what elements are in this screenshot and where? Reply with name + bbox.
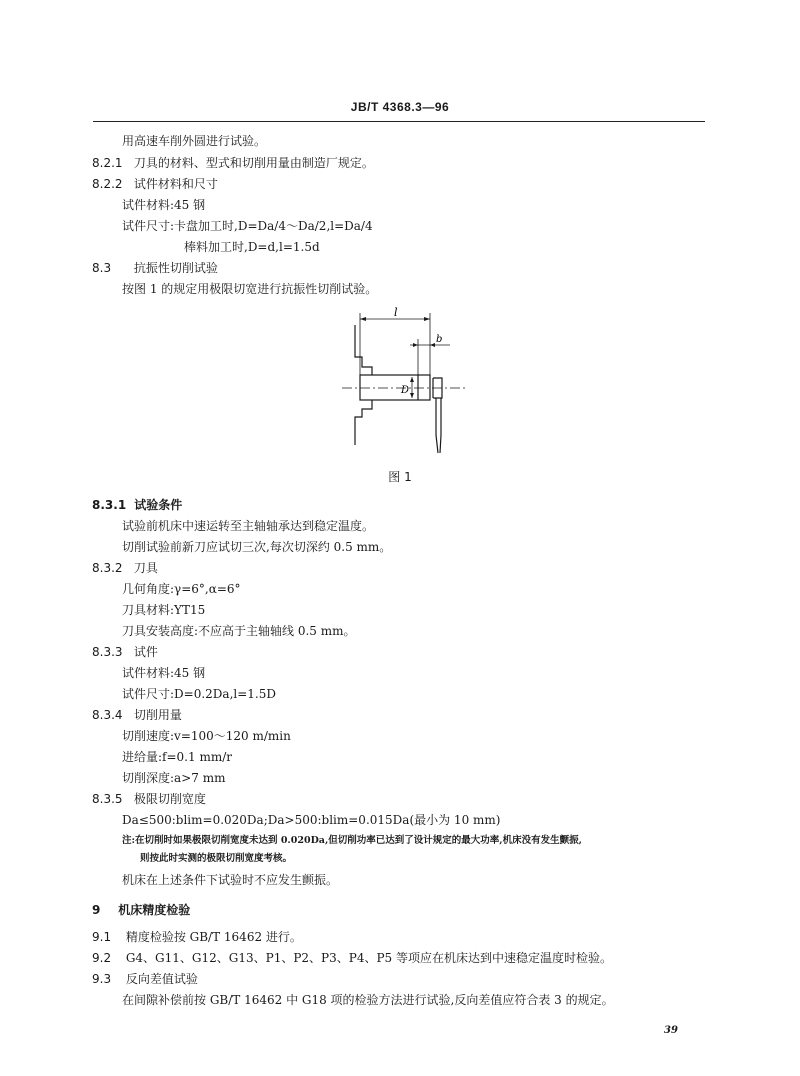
section-number: 8.3 [92,261,112,275]
section-text: 切削用量 [133,708,182,722]
section-number: 8.2.1 [92,156,123,170]
section-number: 8.3.1 [92,498,127,512]
text-line: 几何角度:γ=6°,α=6° [122,582,241,596]
section-number: 9.1 [92,930,112,944]
section-text: 试件材料和尺寸 [133,177,218,191]
section-text: 机床精度检验 [118,903,191,917]
text-line: 按图 1 的规定用极限切宽进行抗振性切削试验。 [122,282,378,296]
dimension-label-d: D [401,385,410,396]
section-text: 反向差值试验 [125,972,198,986]
section-text: 刀具的材料、型式和切削用量由制造厂规定。 [133,156,374,170]
text-line: 棒料加工时,D=d,l=1.5d [184,240,320,254]
text-line: 机床在上述条件下试验时不应发生颤振。 [122,873,339,887]
text-line: 用高速车削外圆进行试验。 [122,134,267,148]
figure-caption: 图 1 [388,470,412,484]
section-9-3 [92,971,198,987]
text-line: 试件尺寸:卡盘加工时,D=Da/4～Da/2,l=Da/4 [122,219,373,233]
section-8-2-1 [92,155,374,171]
section-text: 试验条件 [134,498,183,512]
section-number: 8.2.2 [92,177,123,191]
section-9 [92,902,190,918]
section-number: 8.3.5 [92,792,123,806]
section-text: 精度检验按 GB/T 16462 进行。 [125,930,302,944]
section-9-2 [92,950,612,966]
note-line: 注:在切削时如果极限切削宽度未达到 0.020Da,但切削功率已达到了设计规定的最大功率,机床没有发生颤振, [122,835,582,846]
text-line: 刀具材料:YT15 [122,603,206,617]
section-number: 9.2 [92,951,112,965]
lathe-diagram [330,305,480,465]
text-line: 试件材料:45 钢 [122,198,206,212]
section-9-1 [92,929,302,945]
text-line: 切削速度:v=100～120 m/min [122,729,291,743]
section-number: 9.3 [92,972,112,986]
section-8-2-2 [92,176,218,192]
note-line: 则按此时实测的极限切削宽度考核。 [140,853,293,864]
text-line: 刀具安装高度:不应高于主轴轴线 0.5 mm。 [122,624,356,638]
section-number: 8.3.4 [92,708,123,722]
dimension-label-b: b [436,334,443,345]
text-line: 进给量:f=0.1 mm/r [122,750,232,764]
dimension-label-l: l [394,306,398,319]
section-8-3-5 [92,791,206,807]
section-text: 刀具 [133,561,158,575]
section-text: 极限切削宽度 [133,792,206,806]
section-text: G4、G11、G12、G13、P1、P2、P3、P4、P5 等项应在机床达到中速稳定温度时检验。 [125,951,612,965]
section-8-3-1 [92,497,182,513]
text-line: Da≤500:blim=0.020Da;Da>500:blim=0.015Da(最小为 10 mm) [122,813,501,827]
figure-1 [330,305,480,465]
text-line: 切削试验前新刀应试切三次,每次切深约 0.5 mm。 [122,540,392,554]
header-title: JB/T 4368.3—96 [350,100,450,114]
section-number: 8.3.2 [92,561,123,575]
text-line: 试验前机床中速运转至主轴轴承达到稳定温度。 [122,519,375,533]
text-line: 试件材料:45 钢 [122,666,206,680]
text-line: 试件尺寸:D=0.2Da,l=1.5D [122,687,276,701]
text-line: 在间隙补偿前按 GB/T 16462 中 G18 项的检验方法进行试验,反向差值应符合表 3 的规定。 [122,993,614,1007]
section-8-3-3 [92,644,158,660]
section-number: 8.3.3 [92,645,123,659]
text-line: 切削深度:a>7 mm [122,771,226,785]
section-8-3 [92,260,218,276]
section-8-3-4 [92,707,182,723]
section-8-3-2 [92,560,158,576]
page-number: 39 [664,1025,678,1036]
section-number: 9 [92,903,101,917]
section-text: 试件 [133,645,158,659]
header-rule [93,121,705,122]
section-text: 抗振性切削试验 [133,261,218,275]
